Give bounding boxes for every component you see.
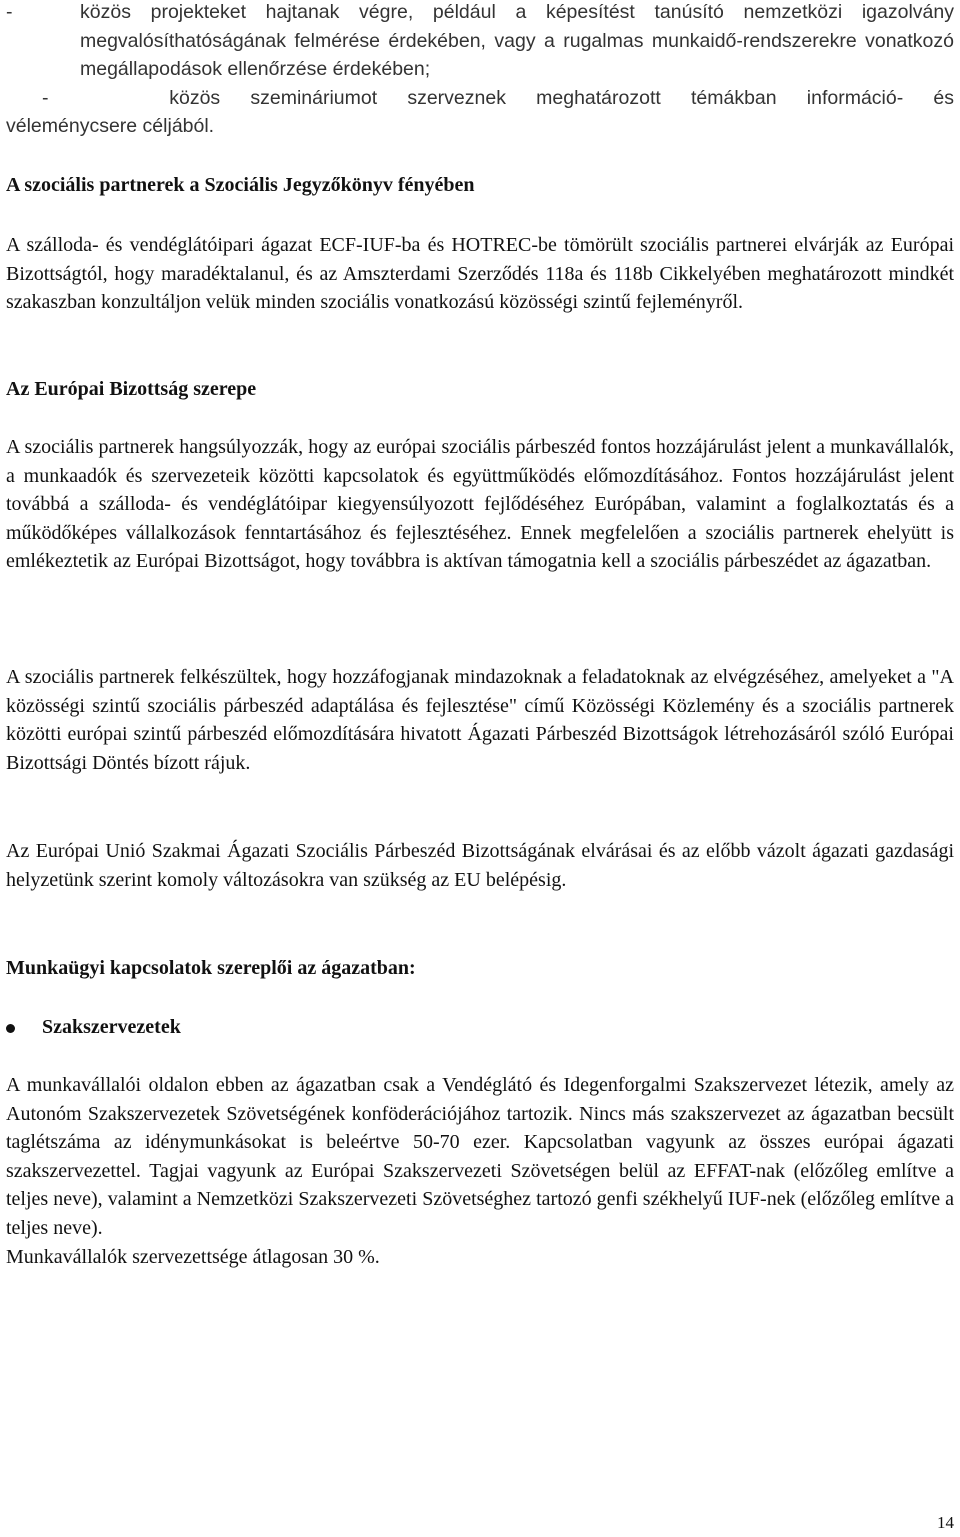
- list-item-text: közös szemináriumot szerveznek meghatározott témákban információ- és: [169, 86, 955, 109]
- bullet-list: [6, 1013, 954, 1042]
- section-social-protocol-body: [6, 231, 954, 317]
- dash-marker: -: [6, 1, 13, 23]
- list-item: [6, 84, 954, 141]
- list-item-continuation: [6, 112, 954, 141]
- list-item-text: közös projekteket hajtanak végre, például a képesítést tanúsító nemzetközi igazolvány megvalósíthatóságának felmérése érdekében, vagy a rugalmas munkaidő-rendszerekre vonatkozó megállapodások ellenőrzése érdekében;: [80, 1, 954, 81]
- paragraph: Az Európai Unió Szakmai Ágazati Szociális Párbeszéd Bizottságának elvárásai és az előbb vázolt ágazati gazdasági helyzetünk szerint komoly változásokra van szükség az EU belépésig.: [6, 840, 954, 891]
- top-dash-list: [6, 0, 954, 141]
- section-social-protocol: [6, 171, 954, 200]
- section-commission-role-p1: [6, 433, 954, 576]
- paragraph: A szálloda- és vendéglátóipari ágazat ECF-IUF-ba és HOTREC-be tömörült szociális partnerei elvárják az Európai Bizottságtól, hogy maradéktalanul, és az Amszterdami Szerződés 118a és 118b Cikkelyében meghatározott mindkét szakaszban konzultáljon velük minden szociális vonatkozású közösségi szintű fejleményről.: [6, 234, 954, 314]
- section-heading: Munkaügyi kapcsolatok szereplői az ágazatban:: [6, 957, 416, 979]
- paragraph: A szociális partnerek hangsúlyozzák, hogy az európai szociális párbeszéd fontos hozzájárulást jelent a munkavállalók, a munkaadók és szervezeteik közötti kapcsolatok és együttműködés előmozdításához. Fontos hozzájárulást jelent továbbá a szálloda- és vendéglátóipar kiegyensúlyozott fejlődéséhez Európában, valamint a foglalkoztatás és a működőképes vállalkozások fenntartásához és fejlesztéséhez. Ennek megfelelően a szociális partnerek ehelyütt is emlékeztetik az Európai Bizottságot, hogy továbbra is aktívan támogatnia kell a szociális párbeszédet az ágazatban.: [6, 436, 954, 573]
- bullet-label: Szakszervezetek: [42, 1016, 181, 1038]
- section-labour-relations-body: [6, 1071, 954, 1271]
- section-heading: A szociális partnerek a Szociális Jegyzőkönyv fényében: [6, 174, 475, 196]
- section-commission-role-p3: [6, 837, 954, 894]
- paragraph: A szociális partnerek felkészültek, hogy hozzáfogjanak mindazoknak a feladatoknak az elvégzéséhez, amelyeket a "A közösségi szintű szociális párbeszéd adaptálása és fejlesztése" című Közösségi Közlemény és a szociális partnerek közötti európai szintű párbeszéd előmozdítására hivatott Ágazati Párbeszéd Bizottságok létrehozásáról szóló Európai Bizottsági Döntés bízott rájuk.: [6, 666, 954, 774]
- section-commission-role-p2: [6, 663, 954, 777]
- bullet-item: [6, 1013, 954, 1042]
- page-number: 14: [937, 1513, 954, 1532]
- document-page: [6, 0, 954, 1537]
- section-heading: Az Európai Bizottság szerepe: [6, 378, 257, 400]
- list-item: [6, 0, 954, 84]
- bullet-icon: [6, 1024, 15, 1033]
- list-item-text-continued: véleménycsere céljából.: [6, 115, 215, 138]
- dash-marker: -: [42, 86, 49, 109]
- paragraph-last-line: Munkavállalók szervezettsége átlagosan 30 %.: [6, 1245, 380, 1268]
- list-item-first-line: [6, 84, 954, 113]
- paragraph: A munkavállalói oldalon ebben az ágazatban csak a Vendéglátó és Idegenforgalmi Szakszervezet létezik, amely az Autonóm Szakszervezetek Szövetségének konföderációjához tartozik. Nincs más szakszervezet az ágazatban becsült taglétszáma az idénymunkásokat is beleértve 50-70 ezer. Kapcsolatban vagyunk az összes európai ágazati szakszervezettel. Tagjai vagyunk az Európai Szakszervezeti Szövetségen belül az EFFAT-nak (előzőleg említve a teljes neve), valamint a Nemzetközi Szakszervezeti Szövetséghez tartozó genfi székhelyű IUF-nek (előzőleg említve a teljes neve).: [6, 1074, 954, 1239]
- section-commission-role: [6, 375, 954, 404]
- section-labour-relations: [6, 954, 954, 983]
